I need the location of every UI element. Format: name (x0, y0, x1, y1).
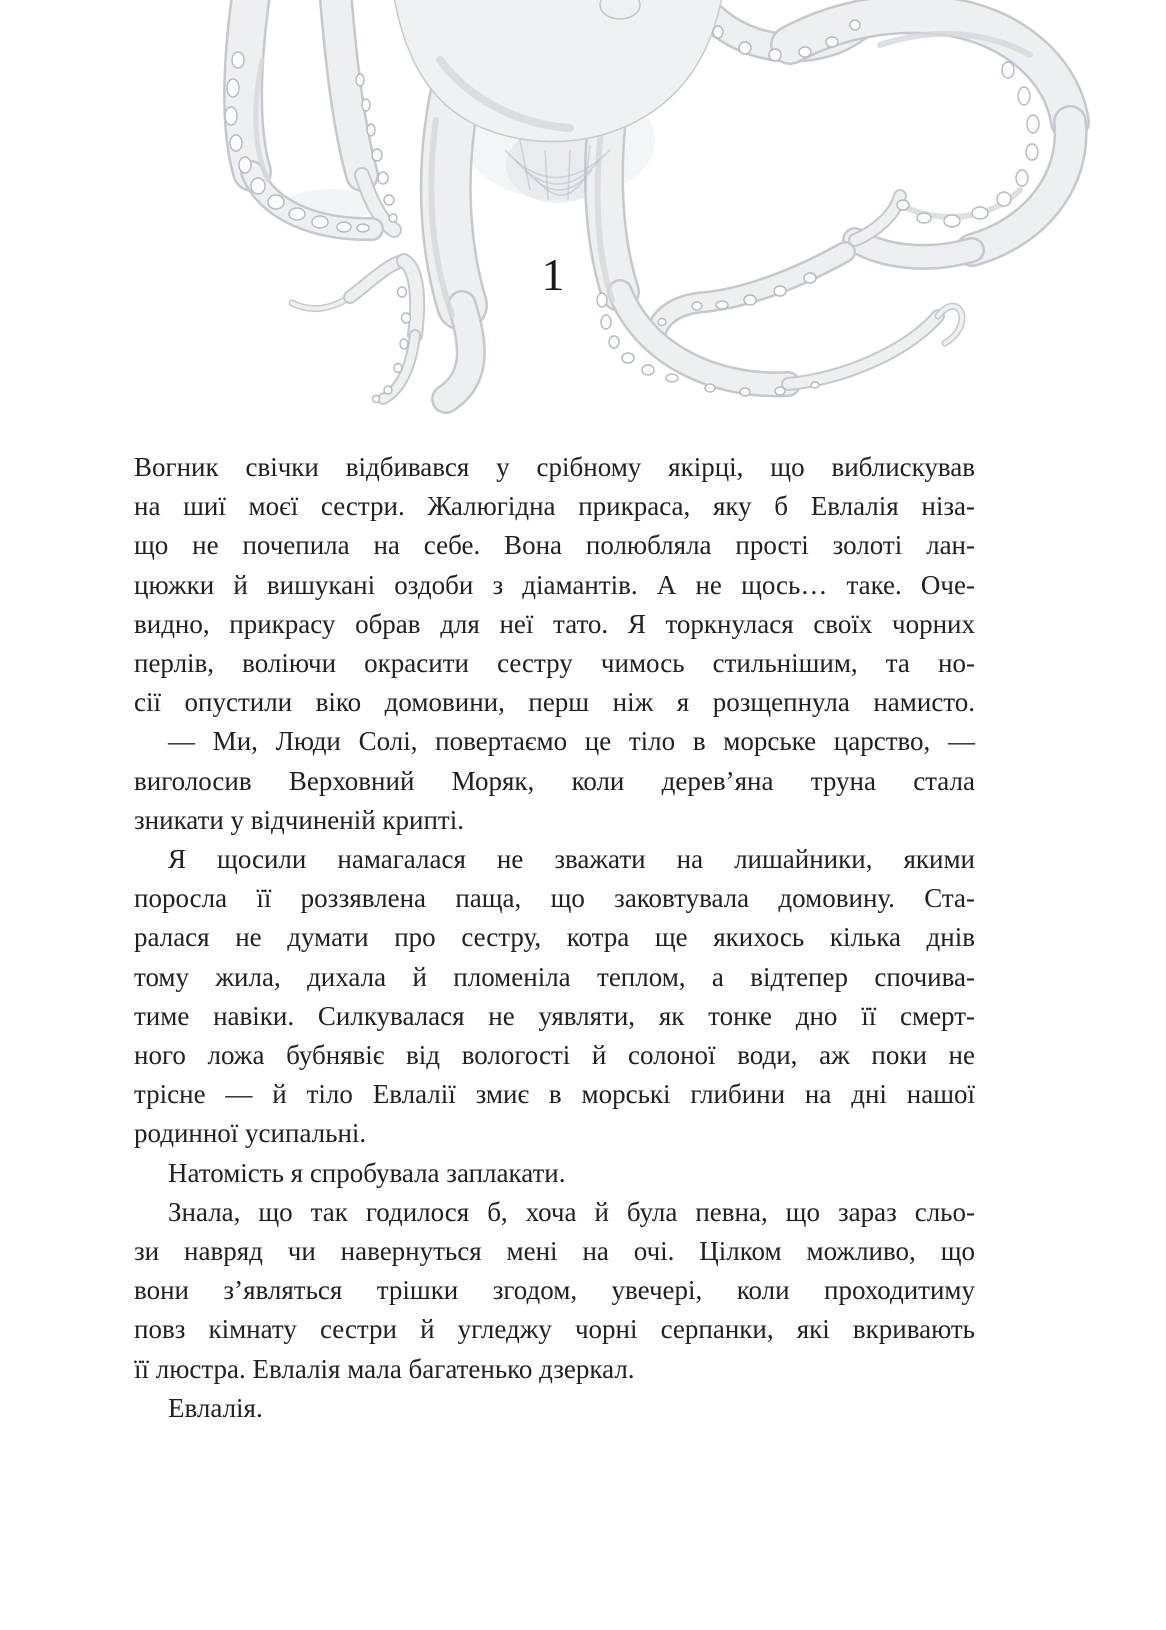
text-line: перлів, воліючи окрасити сестру чимось стильнішим, та но- (134, 648, 975, 679)
text-line: вони з’являться трішки згодом, увечері, коли проходитиму (134, 1275, 975, 1306)
chapter-number: 1 (541, 249, 565, 300)
text-line: тиме навіки. Силкувалася не уявляти, як тонке дно її смерт- (134, 1000, 975, 1031)
text-line: трісне — й тіло Евлалії змиє в морські глибини на дні нашої (134, 1079, 975, 1110)
text-line: ралася не думати про сестру, котра ще якихось кілька днів (134, 922, 975, 953)
text-line: поросла її роззявлена паща, що заковтувала домовину. Ста- (134, 883, 975, 914)
text-line: повз кімнату сестри й угледжу чорні серпанки, які вкривають (134, 1314, 975, 1345)
text-line: Знала, що так годилося б, хоча й була певна, що зараз сльо- (168, 1196, 975, 1227)
text-line: зи навряд чи навернуться мені на очі. Цілком можливо, що (134, 1236, 975, 1267)
text-line: на шиї моєї сестри. Жалюгідна прикраса, яку б Евлалія ніза- (134, 491, 975, 522)
octopus-illustration (0, 0, 1166, 500)
text-block (134, 448, 975, 1428)
text-line: виголосив Верховний Моряк, коли дерев’яна труна стала (134, 765, 975, 796)
text-line: її люстра. Евлалія мала багатенько дзеркал. (134, 1353, 635, 1384)
text-line: — Ми, Люди Солі, повертаємо це тіло в морське царство, — (168, 726, 975, 757)
text-line: цюжки й вишукані оздоби з діамантів. А не щось… таке. Оче- (134, 569, 975, 600)
text-line: видно, прикрасу обрав для неї тато. Я торкнулася своїх чорних (134, 608, 975, 639)
text-line: зникати у відчиненій крипті. (134, 804, 464, 835)
text-line: тому жила, дихала й пломеніла теплом, а відтепер спочива- (134, 961, 975, 992)
text-line: сії опустили віко домовини, перш ніж я розщепнула намисто. (134, 687, 975, 718)
text-line: Евлалія. (168, 1392, 263, 1423)
text-line: Я щосили намагалася не зважати на лишайники, якими (168, 844, 975, 875)
text-line: ного ложа бубнявіє від вологості й солоної води, аж поки не (134, 1040, 975, 1071)
text-line: що не почепила на себе. Вона полюбляла прості золоті лан- (134, 530, 975, 561)
text-line: Натомість я спробувала заплакати. (168, 1157, 566, 1188)
text-line: Вогник свічки відбивався у срібному якірці, що виблискував (134, 452, 975, 482)
text-line: родинної усипальні. (134, 1118, 367, 1149)
